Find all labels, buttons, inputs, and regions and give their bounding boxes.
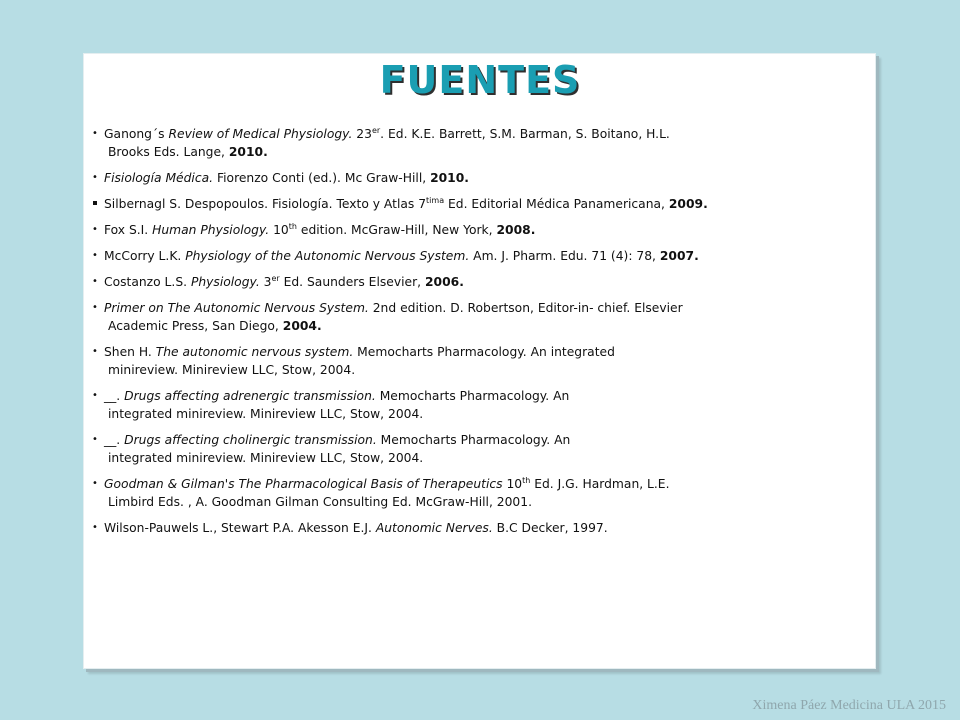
reference-text: 10 [269, 223, 289, 237]
reference-text: 10 [502, 477, 523, 491]
reference-line [104, 125, 870, 143]
reference-text: 2008. [496, 223, 536, 237]
reference-line [104, 343, 870, 361]
footer-credit: Ximena Páez Medicina ULA 2015 [752, 698, 946, 713]
reference-text: B.C Decker, 1997. [492, 521, 608, 535]
reference-text: . Ed. K.E. Barrett, S.M. Barman, S. Boitano, H.L. [380, 127, 670, 141]
reference-text: edition. McGraw-Hill, New York, [296, 223, 497, 237]
reference-item [90, 475, 870, 511]
reference-text: Costanzo L.S. [104, 275, 191, 289]
bullet-icon: • [92, 478, 98, 489]
reference-text: Autonomic Nerves. [375, 521, 493, 535]
reference-item [90, 195, 870, 213]
reference-text: Academic Press, San Diego, [108, 319, 283, 333]
reference-text: __. [104, 433, 125, 447]
reference-text: tima [426, 195, 445, 205]
reference-text: Am. J. Pharm. Edu. 71 (4): 78, [469, 249, 660, 263]
reference-line [104, 247, 870, 265]
reference-line [104, 195, 870, 213]
bullet-icon: • [92, 276, 98, 287]
reference-text: 2009. [668, 197, 708, 211]
bullet-icon: • [92, 172, 98, 183]
reference-line [104, 493, 870, 511]
reference-text: Physiology of the Autonomic Nervous System. [185, 249, 470, 263]
reference-text: 2007. [659, 249, 699, 263]
reference-item [90, 273, 870, 291]
reference-text: Wilson-Pauwels L., Stewart P.A. Akesson E.J. [104, 521, 376, 535]
reference-text: Limbird Eds. , A. Goodman Gilman Consulting Ed. McGraw-Hill, 2001. [108, 495, 532, 509]
reference-text: Drugs affecting cholinergic transmission. [124, 433, 377, 447]
reference-line [104, 361, 870, 379]
reference-text: er [371, 125, 381, 135]
reference-line [104, 405, 870, 423]
reference-text: er [271, 273, 280, 283]
reference-text: 3 [259, 275, 272, 289]
slide-title: FUENTES [379, 58, 581, 102]
reference-text: Ed. J.G. Hardman, L.E. [530, 477, 670, 491]
reference-item [90, 247, 870, 265]
reference-text: Drugs affecting adrenergic transmission. [124, 389, 376, 403]
reference-item [90, 299, 870, 335]
reference-text: Ed. Editorial Médica Panamericana, [444, 197, 669, 211]
reference-text: Memocharts Pharmacology. An integrated [353, 345, 615, 359]
bullet-icon: • [92, 346, 98, 357]
bullet-icon: • [92, 302, 98, 313]
bullet-icon: • [92, 224, 98, 235]
reference-line [104, 143, 870, 161]
reference-text: Brooks Eds. Lange, [108, 145, 229, 159]
reference-text: 2010. [430, 171, 469, 185]
reference-text: Ed. Saunders Elsevier, [279, 275, 425, 289]
reference-line [104, 387, 870, 405]
reference-text: 23 [352, 127, 372, 141]
reference-list [90, 125, 870, 545]
reference-line [104, 273, 870, 291]
reference-text: th [522, 475, 531, 485]
reference-text: 2004. [282, 319, 322, 333]
reference-text: Fisiología Médica. [104, 171, 214, 185]
reference-text: 2006. [424, 275, 464, 289]
reference-item [90, 169, 870, 187]
reference-item [90, 519, 870, 537]
reference-text: Fox S.I. [104, 223, 153, 237]
bullet-icon: • [92, 250, 98, 261]
reference-item [90, 343, 870, 379]
reference-text: minireview. Minireview LLC, Stow, 2004. [108, 363, 356, 377]
reference-text: Goodman & Gilman's The Pharmacological Basis of Therapeutics [104, 477, 503, 491]
reference-item [90, 125, 870, 161]
reference-text: 2010. [228, 145, 268, 159]
reference-line [104, 169, 870, 187]
reference-text: Primer on The Autonomic Nervous System. [104, 301, 369, 315]
reference-line [104, 475, 870, 493]
reference-line [104, 299, 870, 317]
reference-text: Human Physiology. [152, 223, 270, 237]
reference-text: __. [104, 389, 125, 403]
bullet-icon: • [92, 390, 98, 401]
reference-text: McCorry L.K. [104, 249, 186, 263]
bullet-icon: • [92, 434, 98, 445]
reference-text: The autonomic nervous system. [155, 345, 354, 359]
reference-text: Shen H. [104, 345, 156, 359]
reference-text: Review of Medical Physiology. [168, 127, 353, 141]
reference-line [104, 449, 870, 467]
bullet-icon: • [92, 128, 98, 139]
reference-line [104, 317, 870, 335]
reference-text: Memocharts Pharmacology. An [375, 389, 570, 403]
reference-line [104, 221, 870, 239]
reference-text: Physiology. [190, 275, 260, 289]
reference-line [104, 519, 870, 537]
reference-text: integrated minireview. Minireview LLC, Stow, 2004. [108, 451, 424, 465]
reference-text: Ganong´s [104, 127, 169, 141]
reference-text: 2nd edition. D. Robertson, Editor-in- chief. Elsevier [368, 301, 683, 315]
reference-line [104, 431, 870, 449]
reference-text: Silbernagl S. Despopoulos. Fisiología. Texto y Atlas 7 [104, 197, 427, 211]
bullet-icon: • [92, 522, 98, 533]
reference-text: th [288, 221, 297, 231]
reference-text: Fiorenzo Conti (ed.). Mc Graw-Hill, [213, 171, 431, 185]
reference-text: integrated minireview. Minireview LLC, Stow, 2004. [108, 407, 424, 421]
square-bullet-icon [90, 195, 100, 213]
reference-item [90, 431, 870, 467]
reference-text: Memocharts Pharmacology. An [376, 433, 571, 447]
reference-item [90, 387, 870, 423]
reference-item [90, 221, 870, 239]
